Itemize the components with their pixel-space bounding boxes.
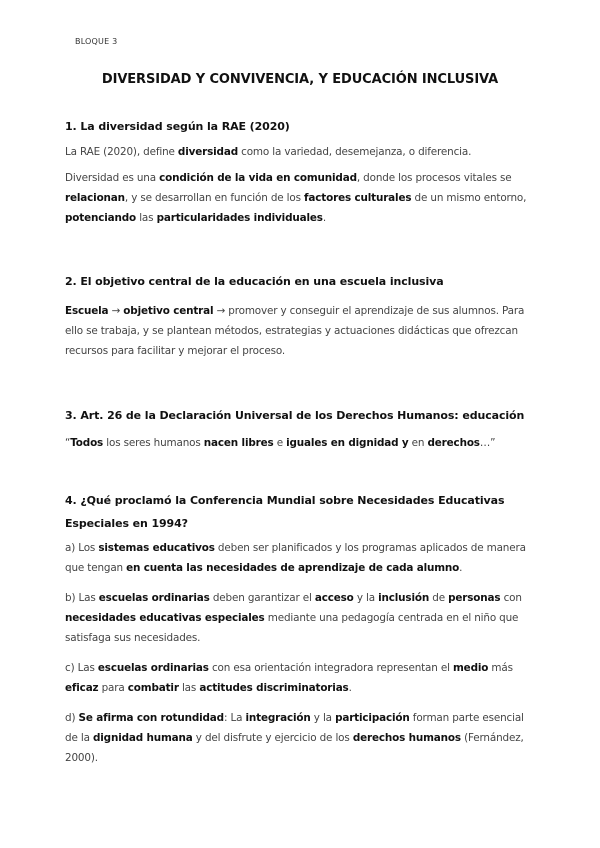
text-run: como la variedad, desemejanza, o diferencia. [237,146,472,158]
section-1-paragraph-2 [65,168,535,228]
bold-text-run: derechos [427,437,480,449]
text-run: en [408,437,428,449]
bold-text-run: relacionan [65,192,125,204]
text-run: los seres humanos [103,437,204,449]
text-run: las [136,212,157,224]
text-run: c) Las [65,662,98,674]
bold-text-run: diversidad [177,146,238,158]
text-run: y la [353,592,379,604]
text-run: y la [310,712,336,724]
text-run: con esa orientación integradora representan el [208,662,453,674]
bold-text-run: nacen libres [203,437,274,449]
bold-text-run: Se afirma con rotundidad [78,712,224,724]
bold-text-run: personas [448,592,501,604]
text-run: para [98,682,128,694]
text-run: Diversidad es una [65,172,160,184]
bold-text-run: escuelas ordinarias [97,662,209,674]
text-run: con [500,592,522,604]
bold-text-run: derechos humanos [352,732,461,744]
section-1-paragraph-1 [65,142,535,162]
text-run: de [429,592,449,604]
bold-text-run: sistemas educativos [98,542,215,554]
section-4-item-b [65,588,535,648]
bold-text-run: inclusión [378,592,430,604]
bold-text-run: combatir [127,682,179,694]
bold-text-run: eficaz [65,682,99,694]
text-run: y del disfrute y ejercicio de los [192,732,353,744]
bold-text-run: objetivo central [123,305,214,317]
text-run: a) Los [65,542,99,554]
text-run: forman parte esencial de la [65,712,524,744]
bold-text-run: acceso [314,592,354,604]
document-title: DIVERSIDAD Y CONVIVENCIA, Y EDUCACIÓN INCLUSIVA [101,72,499,87]
text-run: → promover y conseguir el aprendizaje de sus alumnos. Para ello se trabaja, y se plantean métodos, estrategias y actuaciones didácticas que ofrezcan recursos para facilitar y mejorar el proceso. [65,305,525,357]
text-run: (Fernández, 2000). [65,732,524,764]
bold-text-run: participación [335,712,410,724]
bold-text-run: actitudes discriminatorias [199,682,349,694]
text-run: “ [65,437,71,449]
text-run: e [273,437,287,449]
text-run: : La [223,712,246,724]
section-4-item-c [65,658,535,698]
text-run: mediante una pedagogía centrada en el niño que satisfaga sus necesidades. [65,612,519,644]
text-run: . [348,682,352,694]
text-run: d) [65,712,79,724]
text-run: más [488,662,513,674]
text-run: las [178,682,200,694]
bold-text-run: potenciando [65,212,137,224]
text-run: , y se desarrollan en función de los [124,192,305,204]
bold-text-run: Escuela [65,305,109,317]
text-run: …” [479,437,496,449]
bold-text-run: necesidades educativas especiales [65,612,265,624]
text-run: → [108,305,124,317]
section-4-heading: 4. ¿Qué proclamó la Conferencia Mundial sobre Necesidades Educativas Especiales en 1994? [65,494,505,530]
bold-text-run: factores culturales [304,192,412,204]
block-header: BLOQUE 3 [75,37,118,46]
section-4-item-a [65,538,535,578]
text-run: deben ser planificados y los programas aplicados de manera que tengan [65,542,526,574]
text-run: . [459,562,463,574]
text-run: La RAE (2020), define [65,146,178,158]
bold-text-run: particularidades individuales [156,212,323,224]
bold-text-run: en cuenta las necesidades de aprendizaje de cada alumno [126,562,460,574]
section-2-paragraph-1 [65,301,535,361]
text-run: . [322,212,326,224]
text-run: , donde los procesos vitales se [356,172,512,184]
bold-text-run: condición de la vida en comunidad [159,172,357,184]
bold-text-run: dignidad humana [92,732,193,744]
bold-text-run: escuelas ordinarias [98,592,210,604]
bold-text-run: iguales en dignidad y [286,437,409,449]
section-2-heading: 2. El objetivo central de la educación en una escuela inclusiva [65,275,444,288]
section-3-paragraph-1 [65,433,535,453]
text-run: de un mismo entorno, [411,192,527,204]
bold-text-run: integración [245,712,311,724]
bold-text-run: Todos [70,437,104,449]
bold-text-run: medio [453,662,489,674]
section-3-heading: 3. Art. 26 de la Declaración Universal de los Derechos Humanos: educación [65,409,525,422]
text-run: deben garantizar el [209,592,315,604]
section-1-heading: 1. La diversidad según la RAE (2020) [65,120,290,133]
section-4-item-d [65,708,535,768]
text-run: b) Las [65,592,99,604]
